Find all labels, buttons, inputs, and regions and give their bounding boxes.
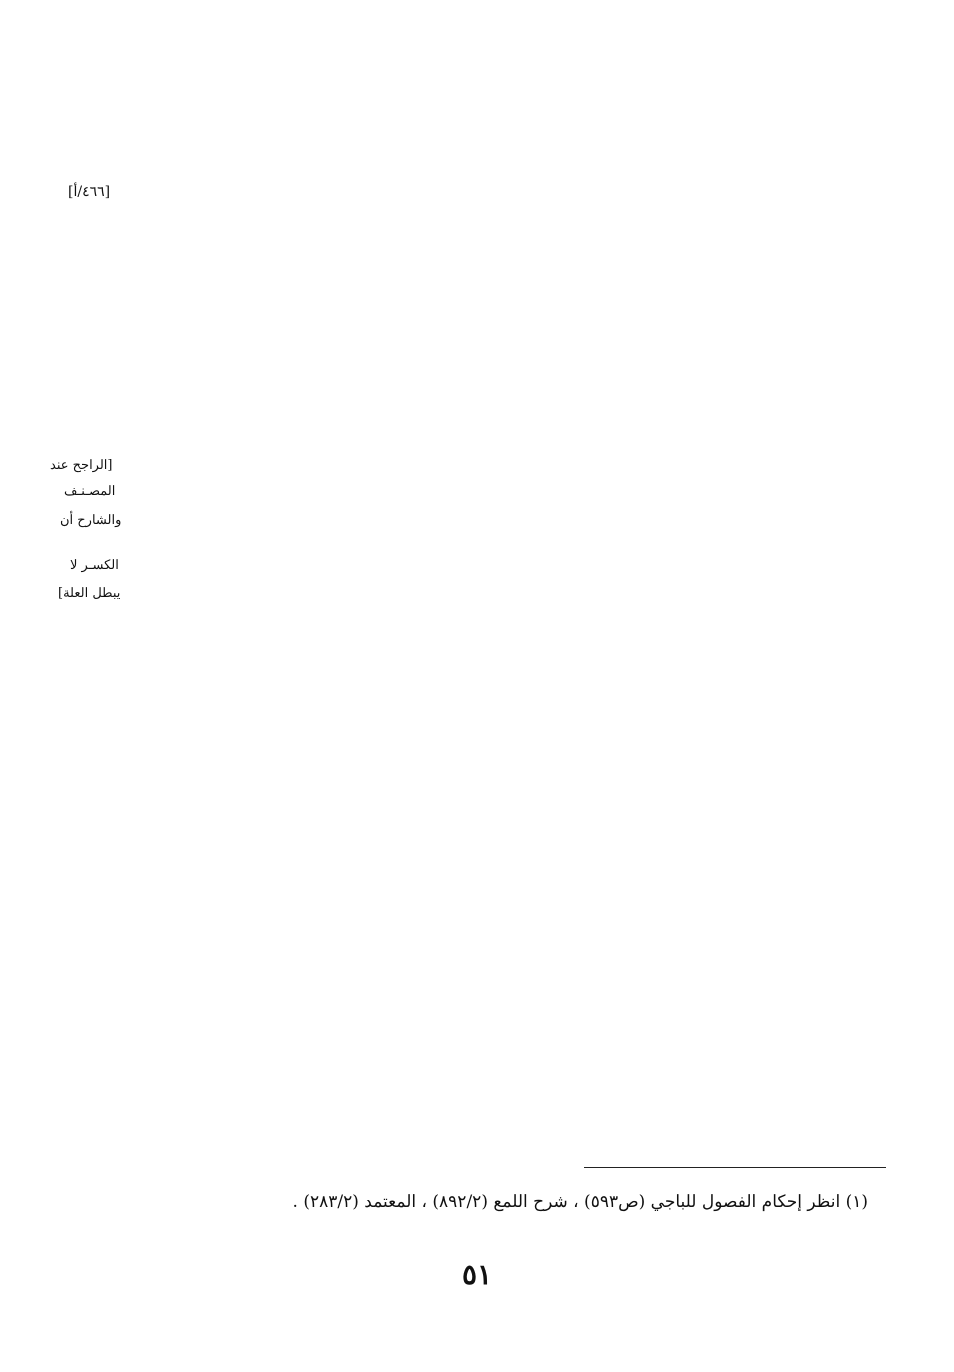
margin-note-line: [الراجح عند (50, 458, 113, 473)
margin-note-line: الكسـر لا (70, 558, 119, 573)
margin-note-line: المصـنـف (64, 484, 116, 499)
page-number: ٥١ (461, 1258, 493, 1291)
margin-note-line: يبطل العلة] (58, 586, 121, 601)
margin-note-line: والشارح أن (60, 513, 122, 528)
footnote: (١) انظر إحكام الفصول للباجي (ص٥٩٣) ، شرح اللمع (٨٩٢/٢) ، المعتمد (٢٨٣/٢) . (292, 1192, 868, 1212)
folio-marker: [٤٦٦/أ] (68, 184, 111, 200)
footnote-separator (584, 1167, 886, 1168)
